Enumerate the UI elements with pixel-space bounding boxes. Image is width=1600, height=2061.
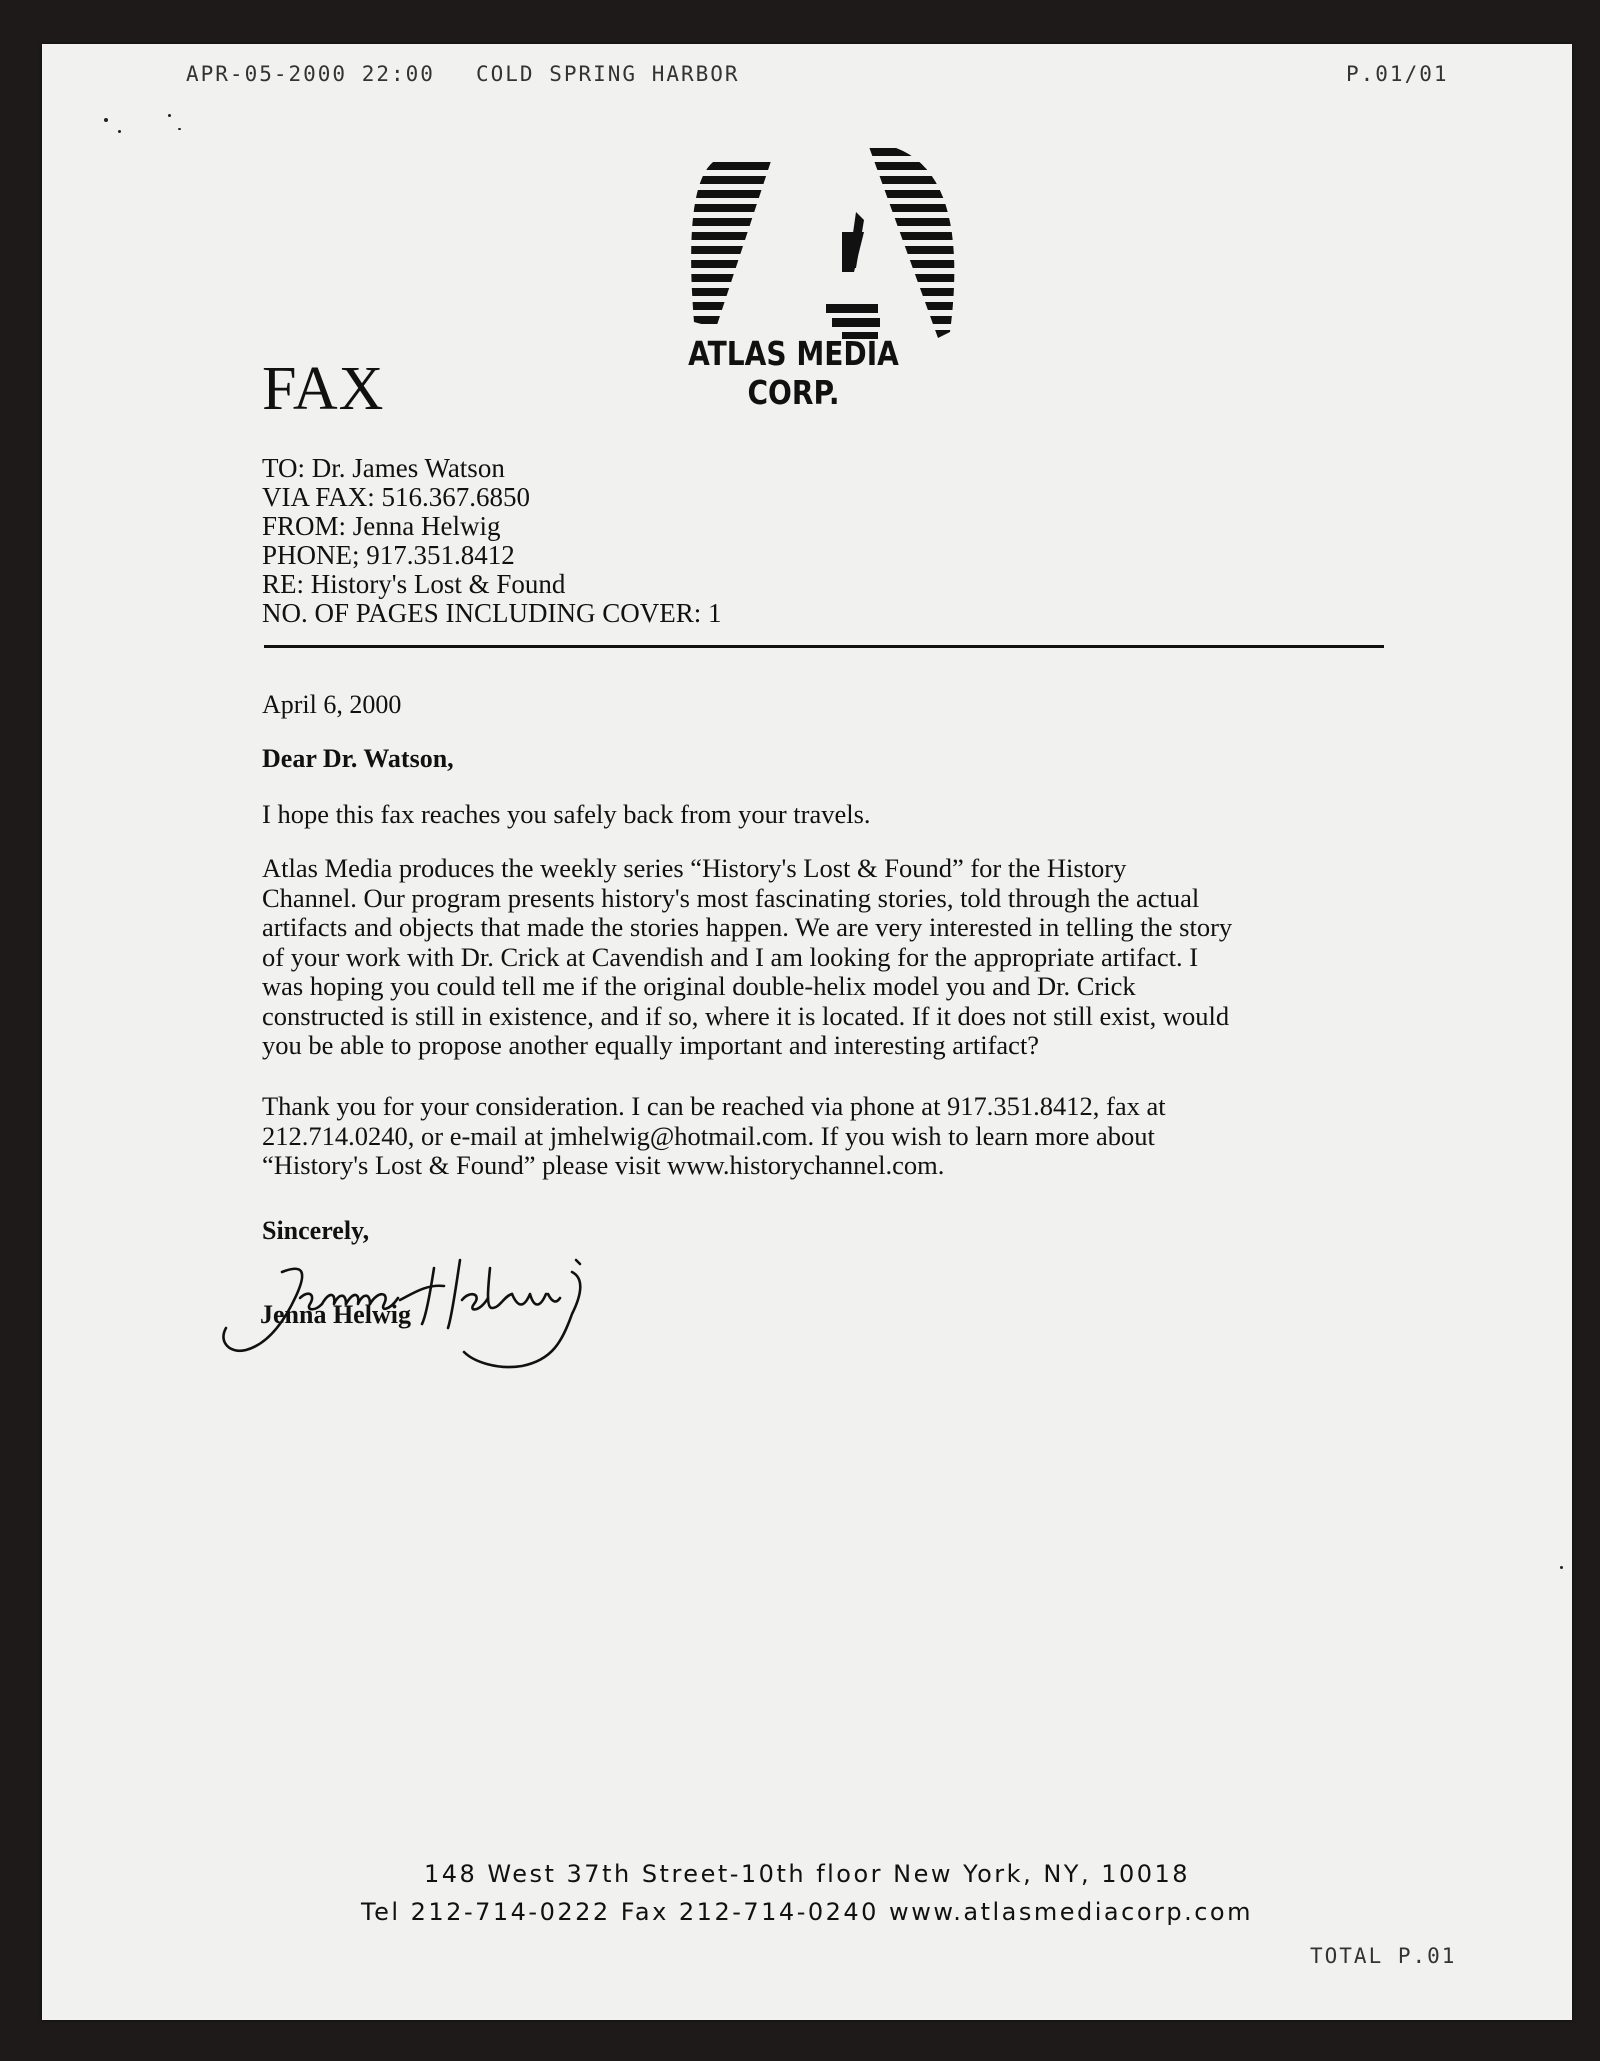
field-via-fax: VIA FAX: 516.367.6850 — [262, 482, 531, 512]
company-name: ATLAS MEDIA CORP. — [688, 334, 899, 412]
paragraph-line: Channel. Our program presents history's most fascinating stories, told through the actual — [262, 882, 1200, 913]
speck — [1560, 1566, 1563, 1569]
header-divider — [264, 645, 1384, 648]
field-phone: PHONE; 917.351.8412 — [262, 540, 515, 570]
footer-address: 148 West 37th Street-10th floor New York, NY, 10018 — [423, 1860, 1191, 1888]
closing: Sincerely, — [262, 1216, 370, 1245]
speck — [118, 130, 121, 133]
paragraph-line: Atlas Media produces the weekly series “History's Lost & Found” for the History — [262, 853, 1127, 883]
salutation: Dear Dr. Watson, — [262, 744, 454, 773]
fax-page-number: P.01/01 — [1346, 62, 1449, 86]
paragraph-line: artifacts and objects that made the stories happen. We are very interested in telling the story — [262, 912, 1233, 942]
paragraph-line: Thank you for your consideration. I can be reached via phone at 917.351.8412, fax at — [262, 1091, 1166, 1121]
field-pages: NO. OF PAGES INCLUDING COVER: 1 — [262, 598, 722, 628]
paragraph-line: constructed is still in existence, and if so, where it is located. If it does not still exist, would — [262, 1000, 1230, 1031]
fax-page — [42, 44, 1572, 2020]
field-re: RE: History's Lost & Found — [262, 569, 566, 599]
speck — [178, 128, 181, 130]
paragraph-1: I hope this fax reaches you safely back from your travels. — [262, 799, 871, 829]
paragraph-line: was hoping you could tell me if the original double-helix model you and Dr. Crick — [262, 971, 1136, 1001]
paragraph-line: 212.714.0240, or e-mail at jmhelwig@hotmail.com. If you wish to learn more about — [262, 1120, 1155, 1151]
paragraph-2 — [262, 854, 1392, 1061]
fax-location: COLD SPRING HARBOR — [476, 62, 740, 86]
letter-date: April 6, 2000 — [262, 690, 402, 719]
paragraph-3 — [262, 1092, 1392, 1181]
fax-datetime: APR-05-2000 22:00 — [186, 62, 435, 86]
field-to: TO: Dr. James Watson — [262, 453, 505, 483]
speck — [168, 114, 171, 117]
atlas-a-logo-icon — [642, 92, 1002, 362]
paragraph-line: of your work with Dr. Crick at Cavendish and I am looking for the appropriate artifact. I — [262, 941, 1199, 972]
fax-fields — [262, 454, 722, 628]
footer-contact: Tel 212-714-0222 Fax 212-714-0240 www.atlasmediacorp.com — [360, 1898, 1253, 1926]
paragraph-line: “History's Lost & Found” please visit www.historychannel.com. — [262, 1150, 945, 1180]
fax-title: FAX — [262, 355, 385, 423]
paragraph-line: you be able to propose another equally important and interesting artifact? — [262, 1030, 1040, 1060]
signer-name: Jenna Helwig — [260, 1300, 411, 1329]
fax-total-pages: TOTAL P.01 — [1310, 1944, 1457, 1968]
field-from: FROM: Jenna Helwig — [262, 511, 501, 541]
speck — [104, 118, 108, 122]
